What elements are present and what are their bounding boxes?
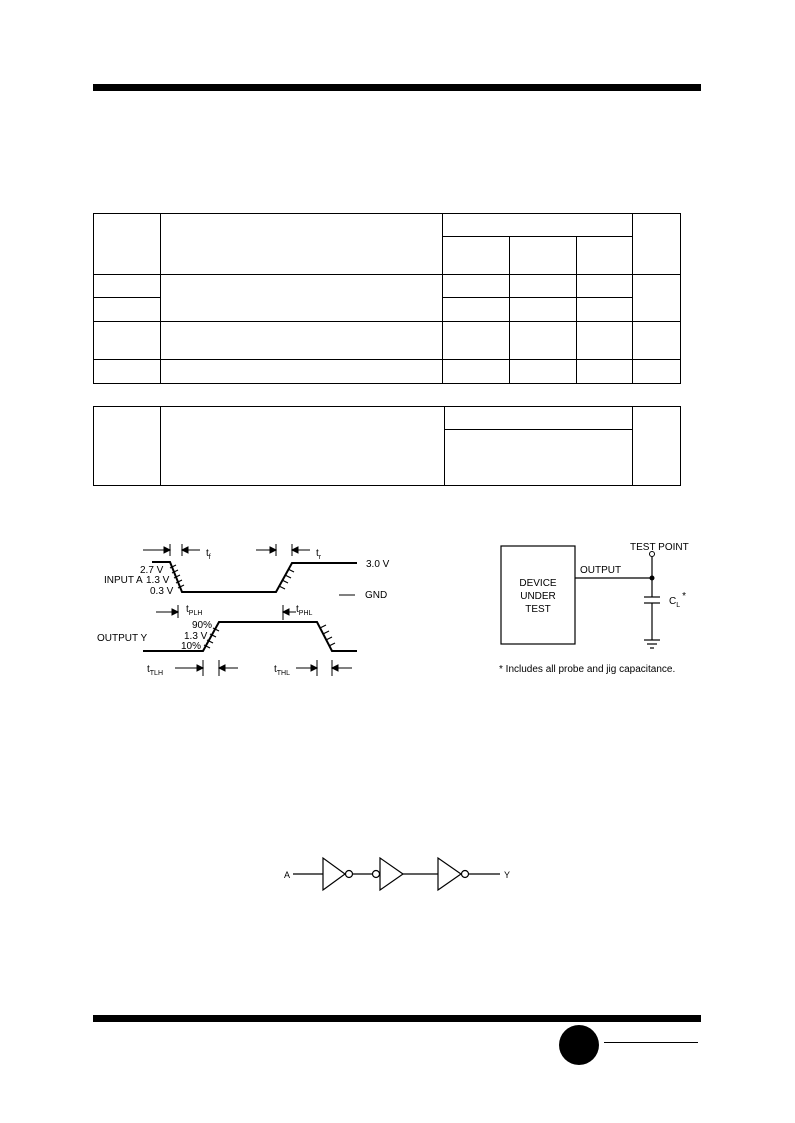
ttlh-label: $t_{TLH}$: [147, 664, 164, 677]
device-label-line2: UNDER: [520, 591, 556, 602]
bottom-rule: [93, 1015, 701, 1022]
device-label-line1: DEVICE: [519, 578, 557, 589]
buffer-gate: [380, 858, 403, 890]
tr-label: $t_r$: [316, 548, 322, 561]
gnd-label: GND: [365, 590, 388, 601]
inverter-gate-1: [323, 858, 345, 890]
logic-input-label: A: [284, 870, 291, 880]
page-badge-circle: [559, 1025, 599, 1065]
tf-label: $t_f$: [206, 548, 211, 561]
v03-label: 0.3 V: [150, 586, 174, 597]
test-point-label: TEST POINT: [630, 542, 689, 553]
logic-output-label: Y: [504, 870, 511, 880]
footnote: * Includes all probe and jig capacitance.: [499, 664, 676, 675]
pct10-label: 10%: [181, 641, 202, 652]
tplh-label: $t_{PLH}$: [186, 604, 203, 617]
inverter-gate-2: [438, 858, 461, 890]
cl-label: $C_L*$: [669, 591, 687, 609]
v-high-label: 3.0 V: [366, 559, 390, 570]
v13-input-label: 1.3 V: [146, 575, 170, 586]
v13-output-label: 1.3 V: [184, 631, 208, 642]
output-label: OUTPUT: [580, 565, 622, 576]
v27-label: 2.7 V: [140, 565, 164, 576]
output-y-label: OUTPUT Y: [97, 633, 148, 644]
tphl-label: $t_{PHL}$: [296, 604, 313, 617]
page-footer-rule: [604, 1042, 698, 1043]
device-label-line3: TEST: [525, 604, 551, 615]
input-a-label: INPUT A: [104, 575, 143, 586]
tthl-label: $t_{THL}$: [274, 664, 291, 677]
pct90-label: 90%: [192, 620, 213, 631]
